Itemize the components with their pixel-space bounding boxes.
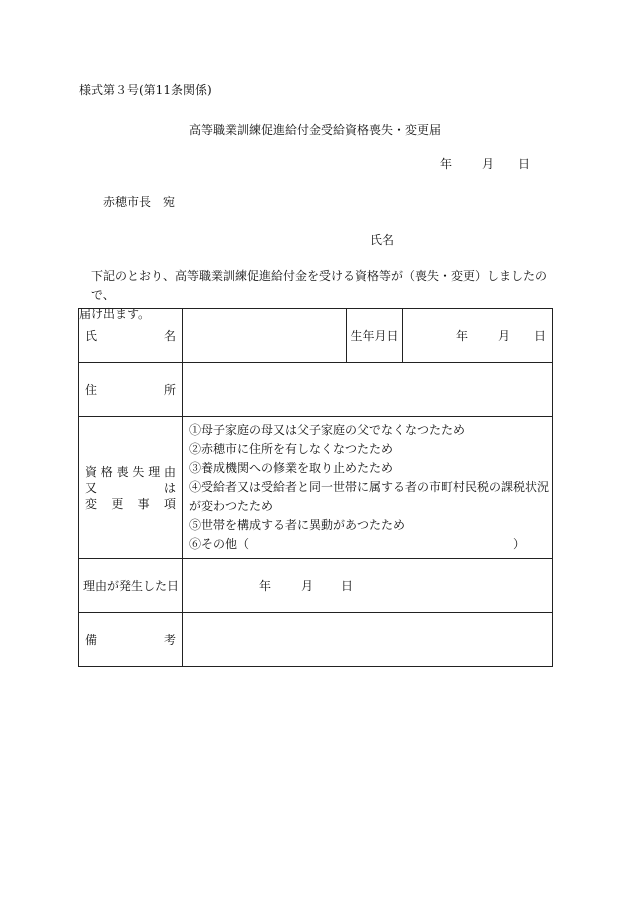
reason-option-2[interactable]: ②赤穂市に住所を有しなくなつたため — [189, 442, 394, 456]
name-label-cell — [79, 309, 183, 363]
addressee: 赤穂市長 宛 — [103, 195, 176, 209]
submission-date — [440, 155, 530, 172]
occurred-date-field[interactable] — [183, 559, 553, 613]
reason-option-3[interactable]: ③養成機関への修業を取り止めたため — [189, 461, 394, 475]
reason-options — [183, 417, 553, 559]
other-close: ） — [512, 537, 525, 551]
name-row — [79, 309, 553, 363]
birth-date-label: 生年月日 — [347, 309, 403, 363]
name-label-a: 氏 — [85, 329, 98, 343]
reason-row — [79, 417, 553, 559]
reason-label-cell — [79, 417, 183, 559]
occurred-label: 理由が発生した日 — [79, 559, 183, 613]
birth-date-field[interactable] — [403, 309, 553, 363]
date-month: 月 — [482, 157, 495, 171]
remarks-row — [79, 613, 553, 667]
reason-label-char: 変 — [85, 496, 98, 511]
reason-label-line-1 — [85, 464, 176, 480]
occurred-day: 日 — [341, 579, 354, 593]
address-label-a: 住 — [85, 383, 98, 397]
remarks-label-b: 考 — [163, 633, 176, 647]
name-field[interactable] — [183, 309, 347, 363]
reason-label-char: 又 — [85, 480, 98, 495]
reason-label-char: 理 — [148, 464, 161, 479]
reason-option-5[interactable]: ⑤世帯を構成する者に異動があつたため — [189, 518, 406, 532]
reason-label-char: 由 — [163, 464, 176, 479]
name-label-b: 名 — [163, 329, 176, 343]
reason-label-char: 項 — [163, 496, 176, 511]
reason-label-char: は — [163, 480, 176, 495]
birth-year: 年 — [455, 329, 468, 343]
remarks-field[interactable] — [183, 613, 553, 667]
reason-label-char: 失 — [132, 464, 145, 479]
applicant-name-label: 氏名 — [370, 233, 395, 247]
form-table — [78, 308, 553, 667]
address-label-b: 所 — [163, 383, 176, 397]
remarks-label-a: 備 — [85, 633, 98, 647]
occurred-month: 月 — [301, 579, 314, 593]
reason-option-1[interactable]: ①母子家庭の母又は父子家庭の父でなくなつたため — [189, 423, 466, 437]
reason-label-char: 事 — [137, 496, 150, 511]
date-day: 日 — [518, 157, 531, 171]
reason-label-char: 更 — [111, 496, 124, 511]
other-open: ⑥その他（ — [189, 537, 250, 551]
address-field[interactable] — [183, 363, 553, 417]
intro-line-2: 届け出ます。 — [79, 307, 151, 321]
address-label-cell — [79, 363, 183, 417]
reason-label-char: 資 — [85, 464, 98, 479]
reason-label-line-3 — [85, 496, 176, 512]
intro-line-1: 下記のとおり、高等職業訓練促進給付金を受ける資格等が（喪失・変更）しましたので、 — [91, 269, 548, 302]
address-row — [79, 363, 553, 417]
reason-option-4[interactable]: ④受給者又は受給者と同一世帯に属する者の市町村民税の課税状況 — [189, 480, 550, 494]
reason-option-6[interactable] — [189, 535, 525, 554]
birth-day: 日 — [533, 329, 546, 343]
document-title: 高等職業訓練促進給付金受給資格喪失・変更届 — [188, 123, 441, 137]
remarks-label-cell — [79, 613, 183, 667]
reason-label-line-2 — [85, 480, 176, 496]
reason-label-char: 格 — [100, 464, 113, 479]
occurred-year: 年 — [259, 579, 272, 593]
form-number: 様式第３号(第11条関係) — [79, 83, 212, 97]
reason-option-4-cont: が変わつたため — [189, 499, 274, 513]
date-year: 年 — [440, 157, 453, 171]
reason-label-char: 喪 — [116, 464, 129, 479]
birth-month: 月 — [497, 329, 510, 343]
occurred-row — [79, 559, 553, 613]
